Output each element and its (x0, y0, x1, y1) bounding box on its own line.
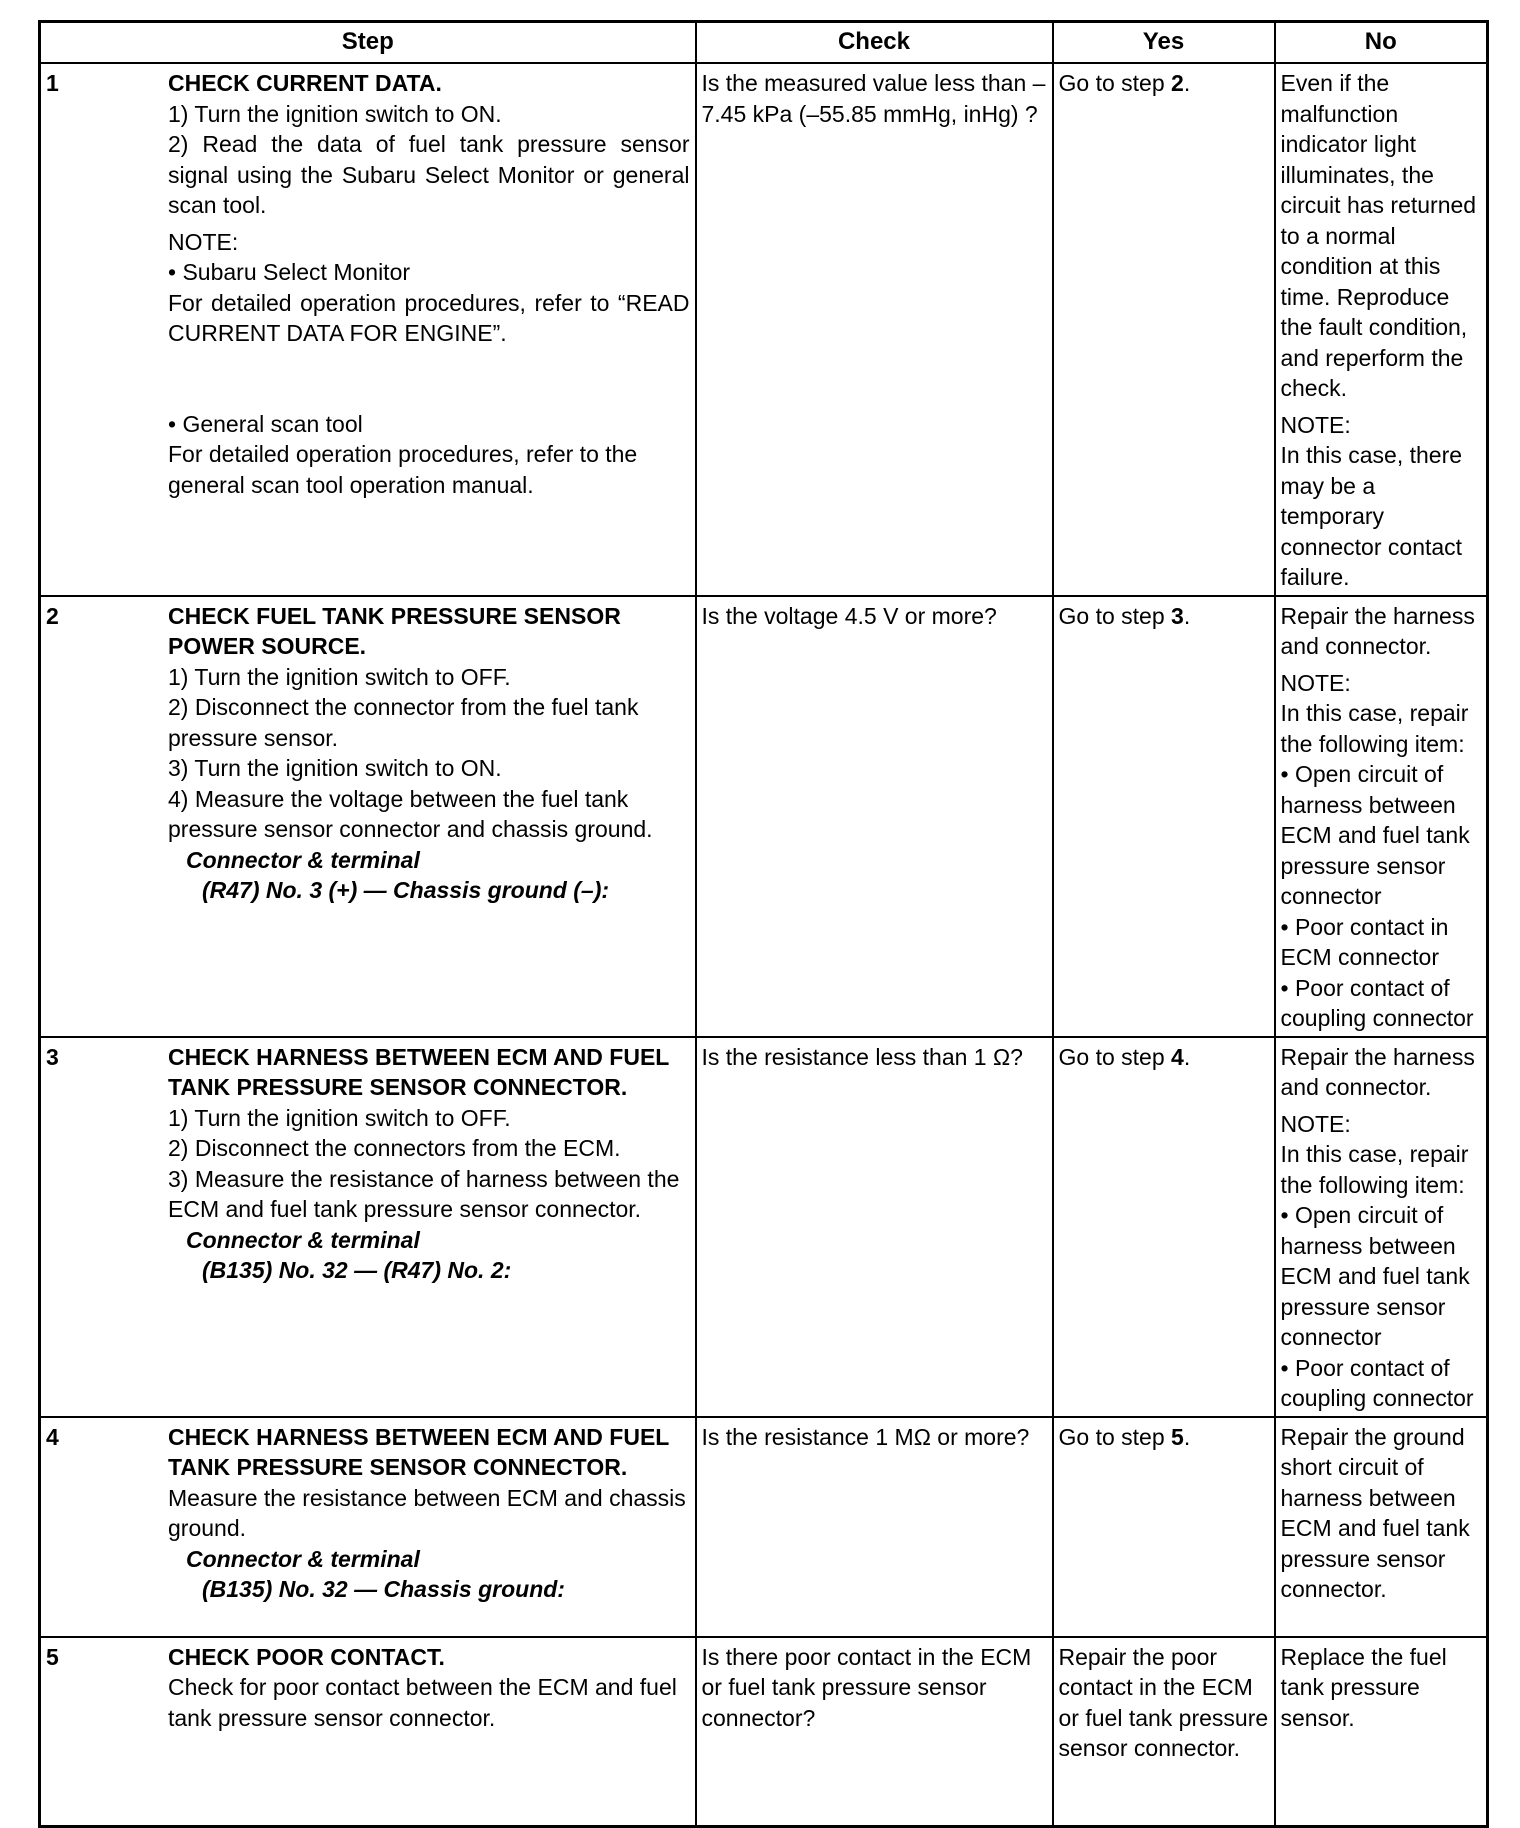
step-cell (40, 596, 696, 1037)
yes-cell (1053, 63, 1275, 596)
yes-cell (1053, 596, 1275, 1037)
no-cell (1275, 1637, 1488, 1827)
connector-value: (B135) No. 32 — Chassis ground: (202, 1576, 565, 1602)
step-cell (40, 63, 696, 596)
note-bullet: • General scan tool (168, 409, 690, 440)
yes-cell (1053, 1037, 1275, 1417)
header-check: Check (696, 22, 1053, 64)
yes-text-end: . (1183, 1043, 1191, 1070)
table-row (40, 596, 1488, 1037)
yes-step-link[interactable]: 3 (1171, 602, 1184, 629)
yes-text: Go to step (1058, 1423, 1172, 1450)
connector-value: (R47) No. 3 (+) — Chassis ground (–): (202, 877, 610, 903)
step-line: 2) Disconnect the connectors from the ECM. (168, 1135, 621, 1161)
yes-step-link[interactable]: 5 (1171, 1423, 1184, 1450)
note-label: NOTE: (1280, 411, 1351, 438)
check-cell: Is the resistance less than 1 Ω? (696, 1037, 1053, 1417)
connector-label: Connector & terminal (186, 1545, 420, 1572)
step-line: 1) Turn the ignition switch to ON. (168, 100, 502, 127)
connector-value: (B135) No. 32 — (R47) No. 2: (202, 1257, 512, 1283)
step-line: 3) Turn the ignition switch to ON. (168, 755, 502, 781)
connector-label: Connector & terminal (186, 846, 420, 873)
note-text: For detailed operation procedures, refer to “READ CURRENT DATA FOR ENGINE”. (168, 289, 690, 346)
no-cell (1275, 1037, 1488, 1417)
check-cell: Is the voltage 4.5 V or more? (696, 596, 1053, 1037)
step-title: CHECK FUEL TANK PRESSURE SENSOR POWER SOURCE. (168, 602, 621, 659)
step-number: 4 (46, 1423, 59, 1450)
step-title: CHECK CURRENT DATA. (168, 70, 442, 96)
step-number: 1 (46, 70, 59, 96)
step-title: CHECK HARNESS BETWEEN ECM AND FUEL TANK PRESSURE SENSOR CONNECTOR. (168, 1423, 669, 1480)
no-bullet: • Poor contact in ECM connector (1281, 912, 1482, 973)
no-cell (1275, 63, 1488, 596)
no-text: Even if the malfunction indicator light illuminates, the circuit has returned to a normal condition at this time. Reproduce the fault condition, and reperform the check. (1280, 70, 1477, 401)
diagnostic-procedure (38, 20, 1486, 1828)
yes-step-link[interactable]: 4 (1171, 1043, 1184, 1070)
note-label: NOTE: (1280, 1110, 1351, 1137)
table-row (40, 63, 1488, 596)
step-line: 1) Turn the ignition switch to OFF. (168, 663, 511, 690)
yes-text-end: . (1183, 70, 1191, 96)
no-text: Repair the ground short circuit of harness between ECM and fuel tank pressure sensor connector. (1280, 1423, 1470, 1602)
step-cell (40, 1417, 696, 1637)
step-number: 3 (46, 1043, 59, 1070)
no-cell (1275, 596, 1488, 1037)
yes-text: Repair the poor contact in the ECM or fuel tank pressure sensor connector. (1058, 1643, 1269, 1761)
table-row (40, 1637, 1488, 1827)
note-text: In this case, repair the following item: (1280, 1141, 1469, 1198)
yes-cell (1053, 1637, 1275, 1827)
step-line: 3) Measure the resistance of harness between the ECM and fuel tank pressure sensor connector. (168, 1165, 680, 1222)
note-text: For detailed operation procedures, refer to the general scan tool operation manual. (168, 441, 638, 498)
step-line: 2) Disconnect the connector from the fuel tank pressure sensor. (168, 694, 639, 751)
no-text: Repair the harness and connector. (1280, 1043, 1475, 1100)
step-line: 2) Read the data of fuel tank pressure sensor signal using the Subaru Select Monitor or general scan tool. (168, 131, 690, 218)
step-line: 1) Turn the ignition switch to OFF. (168, 1104, 511, 1131)
header-row (40, 22, 1488, 64)
step-title: CHECK HARNESS BETWEEN ECM AND FUEL TANK PRESSURE SENSOR CONNECTOR. (168, 1043, 669, 1100)
yes-text-end: . (1183, 602, 1191, 629)
no-text: Replace the fuel tank pressure sensor. (1280, 1643, 1447, 1731)
step-cell (40, 1037, 696, 1417)
connector-label: Connector & terminal (186, 1226, 420, 1253)
check-cell: Is the resistance 1 MΩ or more? (696, 1417, 1053, 1637)
no-bullet: • Poor contact of coupling connector (1281, 1353, 1482, 1414)
table-row (40, 1037, 1488, 1417)
check-cell: Is there poor contact in the ECM or fuel tank pressure sensor connector? (696, 1637, 1053, 1827)
no-bullet: • Poor contact of coupling connector (1281, 973, 1482, 1034)
yes-cell (1053, 1417, 1275, 1637)
step-cell (40, 1637, 696, 1827)
note-text: In this case, there may be a temporary connector contact failure. (1280, 442, 1463, 590)
note-text: In this case, repair the following item: (1280, 700, 1469, 757)
yes-step-link[interactable]: 2 (1171, 70, 1184, 96)
step-number: 2 (46, 602, 59, 629)
check-cell: Is the measured value less than –7.45 kPa (–55.85 mmHg, inHg) ? (696, 63, 1053, 596)
no-text: Repair the harness and connector. (1280, 602, 1475, 659)
no-bullet: • Open circuit of harness between ECM and fuel tank pressure sensor connector (1281, 1200, 1482, 1353)
yes-text: Go to step (1058, 602, 1172, 629)
step-line: Measure the resistance between ECM and chassis ground. (168, 1484, 686, 1541)
yes-text: Go to step (1058, 1043, 1172, 1070)
diagnostic-table (38, 20, 1489, 1828)
step-line: Check for poor contact between the ECM and fuel tank pressure sensor connector. (168, 1674, 677, 1731)
yes-text: Go to step (1058, 70, 1172, 96)
note-bullet: • Subaru Select Monitor (168, 257, 690, 288)
no-bullet: • Open circuit of harness between ECM and fuel tank pressure sensor connector (1281, 759, 1482, 912)
header-no: No (1275, 22, 1488, 64)
step-title: CHECK POOR CONTACT. (168, 1643, 445, 1670)
note-label: NOTE: (1280, 669, 1351, 696)
step-number: 5 (46, 1643, 59, 1670)
yes-text-end: . (1183, 1423, 1191, 1450)
step-line: 4) Measure the voltage between the fuel tank pressure sensor connector and chassis ground. (168, 785, 653, 842)
header-step: Step (40, 22, 696, 64)
table-row (40, 1417, 1488, 1637)
no-cell (1275, 1417, 1488, 1637)
note-label: NOTE: (168, 228, 239, 255)
header-yes: Yes (1053, 22, 1275, 64)
